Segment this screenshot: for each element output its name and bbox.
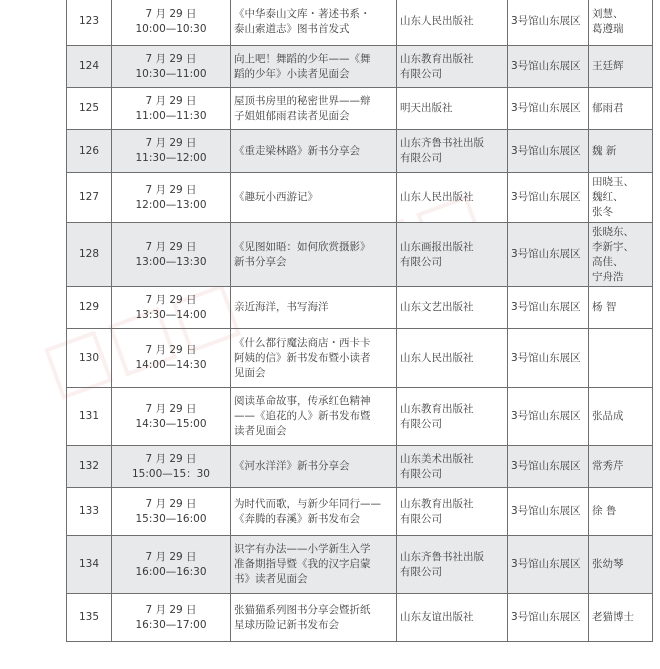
event-schedule-table [66,0,653,642]
event-number: 129 [67,287,112,329]
event-title: 《趣玩小西游记》 [231,173,397,223]
event-number: 128 [67,223,112,287]
event-date: 7 月 29 日 [145,94,197,107]
event-publisher: 山东教育出版社 有限公司 [397,488,508,536]
event-date: 7 月 29 日 [145,550,197,563]
event-venue: 3号馆山东展区 [508,223,589,287]
event-number: 132 [67,446,112,488]
event-title: 《重走梁林路》新书分享会 [231,130,397,173]
event-venue: 3号馆山东展区 [508,594,589,642]
event-title: 为时代而歌，与新少年同行—— 《奔腾的春溪》新书发布会 [231,488,397,536]
event-time: 13:30—14:00 [135,308,207,321]
event-guest [589,329,653,388]
event-number: 126 [67,130,112,173]
event-guest: 杨 智 [589,287,653,329]
event-time: 11:30—12:00 [135,152,207,164]
event-guest: 魏 新 [589,130,653,173]
event-date: 7 月 29 日 [145,497,197,510]
event-publisher: 山东美术出版社 有限公司 [397,446,508,488]
table-row [67,287,653,329]
event-venue: 3号馆山东展区 [508,88,589,130]
event-guest: 郁雨君 [589,88,653,130]
table-row [67,488,653,536]
event-datetime [112,388,231,446]
table-row [67,223,653,287]
event-time: 10:30—11:00 [135,67,207,80]
event-publisher: 山东齐鲁书社出版 有限公司 [397,130,508,173]
event-date: 7 月 29 日 [145,52,197,65]
event-number: 135 [67,594,112,642]
event-publisher: 山东教育出版社 有限公司 [397,388,508,446]
event-time: 16:00—16:30 [135,565,207,578]
event-title: 《什么都行魔法商店・西卡卡 阿姨的信》新书发布暨小读者 见面会 [231,329,397,388]
event-guest: 王廷辉 [589,46,653,88]
event-time: 14:00—14:30 [135,359,207,371]
table-row [67,388,653,446]
event-datetime [112,173,231,223]
event-title: 阅读革命故事，传承红色精神 ——《追花的人》新书发布暨 读者见面会 [231,388,397,446]
event-datetime [112,0,231,46]
event-date: 7 月 29 日 [145,240,197,253]
event-publisher: 山东教育出版社 有限公司 [397,46,508,88]
event-guest: 徐 鲁 [589,488,653,536]
event-time: 15:30—16:00 [135,512,207,525]
table-row [67,0,653,46]
event-time: 10:00—10:30 [135,22,207,35]
event-time: 12:00—13:00 [135,198,207,211]
event-publisher: 山东人民出版社 [397,0,508,46]
event-date: 7 月 29 日 [145,137,197,149]
event-guest: 张晓东、 李新宇、 高佳、 宁舟浩 [589,223,653,287]
event-date: 7 月 29 日 [145,183,197,196]
table-row [67,173,653,223]
event-venue: 3号馆山东展区 [508,536,589,594]
event-publisher: 山东人民出版社 [397,329,508,388]
event-datetime [112,329,231,388]
event-datetime [112,130,231,173]
table-row [67,594,653,642]
event-title: 亲近海洋，书写海洋 [231,287,397,329]
event-date: 7 月 29 日 [145,7,197,20]
event-date: 7 月 29 日 [145,452,197,465]
event-number: 125 [67,88,112,130]
event-guest: 常秀芹 [589,446,653,488]
event-guest: 刘慧、 葛遵瑞 [589,0,653,46]
event-datetime [112,88,231,130]
event-title: 《河水洋洋》新书分享会 [231,446,397,488]
event-time: 11:00—11:30 [135,109,207,122]
table-row [67,88,653,130]
event-venue: 3号馆山东展区 [508,0,589,46]
event-title: 张猫猫系列图书分享会暨折纸 星球历险记新书发布会 [231,594,397,642]
event-venue: 3号馆山东展区 [508,329,589,388]
event-date: 7 月 29 日 [145,344,197,356]
event-datetime [112,287,231,329]
event-number: 123 [67,0,112,46]
event-date: 7 月 29 日 [145,603,197,616]
event-time: 16:30—17:00 [135,618,207,631]
event-number: 124 [67,46,112,88]
event-number: 127 [67,173,112,223]
event-venue: 3号馆山东展区 [508,46,589,88]
event-title: 《中华泰山文库・著述书系・ 泰山索道志》图书首发式 [231,0,397,46]
event-title: 屋顶书房里的秘密世界——辩 子姐姐郁雨君读者见面会 [231,88,397,130]
event-datetime [112,594,231,642]
event-datetime [112,488,231,536]
event-guest: 张品成 [589,388,653,446]
event-number: 130 [67,329,112,388]
event-time: 14:30—15:00 [135,417,207,430]
event-guest: 老猫博士 [589,594,653,642]
event-time: 13:00—13:30 [135,255,207,268]
table-row [67,130,653,173]
table-row [67,446,653,488]
event-publisher: 明天出版社 [397,88,508,130]
event-title: 《见图如晤：如何欣赏摄影》 新书分享会 [231,223,397,287]
event-datetime [112,46,231,88]
event-publisher: 山东齐鲁书社出版 有限公司 [397,536,508,594]
event-publisher: 山东文艺出版社 [397,287,508,329]
table-row [67,329,653,388]
event-title: 向上吧！舞蹈的少年——《舞 蹈的少年》小读者见面会 [231,46,397,88]
event-time: 15:00—15：30 [132,467,210,480]
event-publisher: 山东人民出版社 [397,173,508,223]
event-venue: 3号馆山东展区 [508,446,589,488]
event-datetime [112,446,231,488]
table-row [67,536,653,594]
event-title: 识字有办法——小学新生入学 准备期指导暨《我的汉字启蒙 书》读者见面会 [231,536,397,594]
event-venue: 3号馆山东展区 [508,388,589,446]
event-datetime [112,536,231,594]
event-venue: 3号馆山东展区 [508,130,589,173]
event-number: 131 [67,388,112,446]
event-venue: 3号馆山东展区 [508,287,589,329]
table-row [67,46,653,88]
event-venue: 3号馆山东展区 [508,173,589,223]
event-number: 134 [67,536,112,594]
event-publisher: 山东画报出版社 有限公司 [397,223,508,287]
event-guest: 田晓玉、 魏红、 张冬 [589,173,653,223]
event-number: 133 [67,488,112,536]
event-guest: 张幼琴 [589,536,653,594]
event-date: 7 月 29 日 [145,293,197,306]
event-publisher: 山东友谊出版社 [397,594,508,642]
event-venue: 3号馆山东展区 [508,488,589,536]
event-datetime [112,223,231,287]
event-date: 7 月 29 日 [145,402,197,415]
